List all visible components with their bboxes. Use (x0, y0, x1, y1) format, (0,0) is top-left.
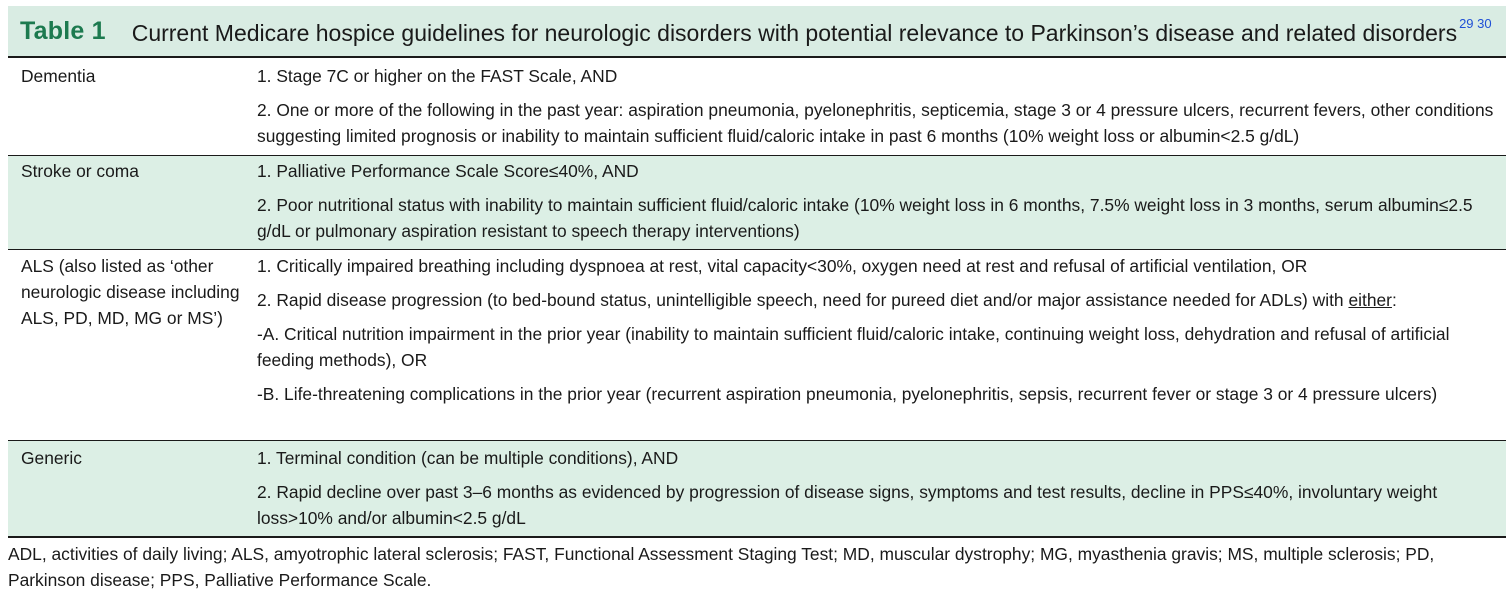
table-label: Table 1 (20, 16, 106, 45)
criterion-2a: -A. Critical nutrition impairment in the prior year (inability to maintain sufficient fluid/caloric intake, continuing weight loss, dehydration and refusal of artificial feeding methods), OR (257, 324, 1450, 370)
row-criteria (257, 253, 1505, 407)
criterion-1: 1. Stage 7C or higher on the FAST Scale, AND (257, 66, 618, 86)
row-criteria (257, 445, 1505, 531)
row-criteria (257, 158, 1505, 244)
row-category: Stroke or coma (21, 161, 139, 181)
row-criteria (257, 63, 1505, 149)
reference-link[interactable]: 29 30 (1459, 15, 1492, 31)
criterion-1: 1. Terminal condition (can be multiple conditions), AND (257, 448, 679, 468)
criterion-1: 1. Palliative Performance Scale Score≤40%, AND (257, 161, 639, 181)
table-row-stroke (8, 156, 1506, 249)
table-row-als (8, 250, 1506, 440)
criterion-2-end: : (1391, 290, 1397, 310)
criterion-2-text: 2. Rapid disease progression (to bed-bound status, unintelligible speech, need for pureed diet and/or major assistance needed for ADLs) with (257, 290, 1344, 310)
row-category: Generic (21, 448, 82, 468)
criterion-2 (257, 287, 1505, 313)
criterion-2: 2. Rapid decline over past 3–6 months as evidenced by progression of disease signs, symptoms and test results, decline in PPS≤40%, involuntary weight loss>10% and/or albumin<2.5 g/dL (257, 482, 1438, 528)
row-category: Dementia (21, 66, 96, 86)
criterion-2-emphasis: either (1348, 290, 1392, 310)
table-row-generic (8, 441, 1506, 536)
row-category: ALS (also listed as ‘other neurologic disease including ALS, PD, MD, MG or MS’) (21, 256, 240, 328)
table-title (132, 16, 1492, 47)
table-row-dementia (8, 58, 1506, 155)
criterion-1: 1. Critically impaired breathing including dyspnoea at rest, vital capacity<30%, oxygen need at rest and refusal of artificial ventilation, OR (257, 256, 1308, 276)
criterion-2: 2. Poor nutritional status with inability to maintain sufficient fluid/caloric intake (10% weight loss in 6 months, 7.5% weight loss in 3 months, serum albumin≤2.5 g/dL or pulmonary aspiration resistant to speech therapy interventions) (257, 195, 1473, 241)
criterion-2: 2. One or more of the following in the past year: aspiration pneumonia, pyelonephritis, septicemia, stage 3 or 4 pressure ulcers, recurrent fevers, other conditions suggesting limited prognosis or inability to maintain sufficient fluid/caloric intake in past 6 months (10% weight loss or albumin<2.5 g/dL) (257, 100, 1494, 146)
criterion-2b: -B. Life-threatening complications in the prior year (recurrent aspiration pneumonia, pyelonephritis, sepsis, recurrent fever or stage 3 or 4 pressure ulcers) (257, 384, 1438, 404)
table-title-text: Current Medicare hospice guidelines for neurologic disorders with potential relevance to Parkinson’s disease and related disorders (131, 19, 1458, 46)
table-header (8, 6, 1506, 56)
table-footnote: ADL, activities of daily living; ALS, amyotrophic lateral sclerosis; FAST, Functional Assessment Staging Test; MD, muscular dystrophy; MG, myasthenia gravis; MS, multiple sclerosis; PD, Parkinson disease; PPS, Palliative Performance Scale. (8, 544, 1435, 590)
table-bottom-rule (8, 536, 1506, 538)
